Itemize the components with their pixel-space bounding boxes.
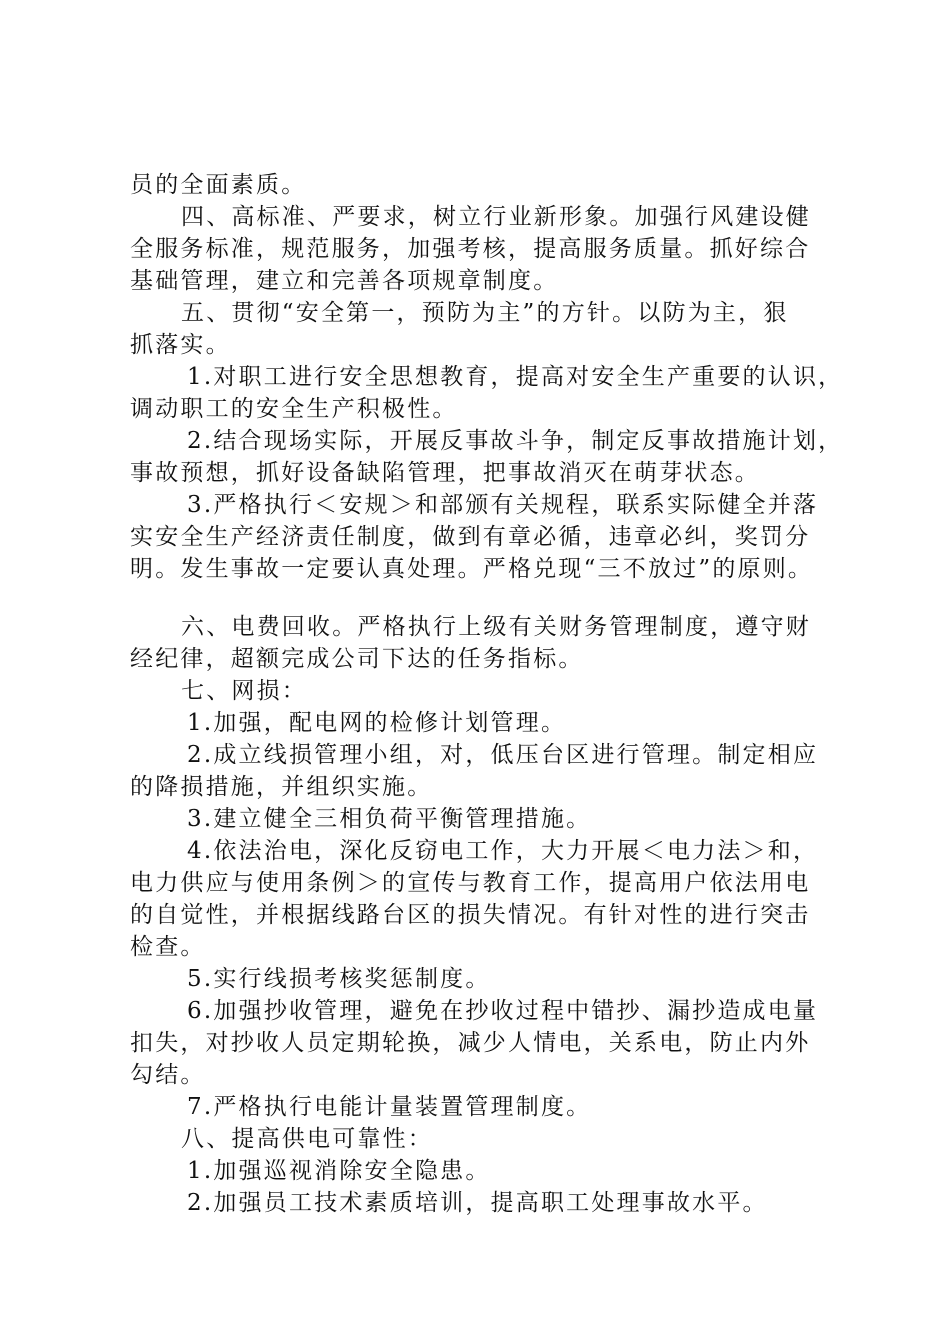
text-line: 基础管理，建立和完善各项规章制度。 (130, 268, 559, 294)
text-line: 扣失，对抄收人员定期轮换，减少人情电，关系电，防止内外 (130, 1030, 811, 1056)
text-line: 全服务标准，规范服务，加强考核，提高服务质量。抓好综合 (130, 236, 811, 262)
text-line: 调动职工的安全生产积极性。 (130, 396, 458, 422)
text-line: 的自觉性，并根据线路台区的损失情况。有针对性的进行突击 (130, 902, 811, 928)
text-line: 员的全面素质。 (130, 172, 307, 198)
paragraph-gap (130, 585, 850, 611)
text-line: 1.对职工进行安全思想教育，提高对安全生产重要的认识， (187, 364, 844, 390)
text-line: 4.依法治电，深化反窃电工作，大力开展＜电力法＞和， (187, 838, 819, 864)
text-line: 六、电费回收。严格执行上级有关财务管理制度，遵守财 (181, 614, 811, 640)
text-line: 抓落实。 (130, 332, 231, 358)
text-line: 事故预想，抓好设备缺陷管理，把事故消灭在萌芽状态。 (130, 460, 760, 486)
text-line: 1.加强巡视消除安全隐患。 (187, 1158, 491, 1184)
text-line: 明。发生事故一定要认真处理。严格兑现“三不放过”的原则。 (130, 556, 814, 582)
text-line: 2.结合现场实际，开展反事故斗争，制定反事故措施计划， (187, 428, 844, 454)
text-line: 7.严格执行电能计量装置管理制度。 (187, 1094, 592, 1120)
text-line: 1.加强，配电网的检修计划管理。 (187, 710, 567, 736)
text-line: 四、高标准、严要求，树立行业新形象。加强行风建设健 (181, 204, 811, 230)
text-line: 5.实行线损考核奖惩制度。 (187, 966, 491, 992)
text-line: 检查。 (130, 934, 206, 960)
text-line: 七、网损： (181, 678, 307, 704)
text-line: 电力供应与使用条例＞的宣传与教育工作，提高用户依法用电 (130, 870, 811, 896)
text-line: 2.成立线损管理小组，对，低压台区进行管理。制定相应 (187, 742, 819, 768)
text-line: 3.严格执行＜安规＞和部颁有关规程，联系实际健全并落 (187, 492, 819, 518)
text-line: 五、贯彻“安全第一，预防为主”的方针。以防为主，狠 (181, 300, 789, 326)
text-line: 勾结。 (130, 1062, 206, 1088)
text-line: 经纪律，超额完成公司下达的任务指标。 (130, 646, 584, 672)
text-line: 6.加强抄收管理，避免在抄收过程中错抄、漏抄造成电量 (187, 998, 819, 1024)
text-line: 八、提高供电可靠性： (181, 1126, 433, 1152)
document-body (130, 169, 850, 1219)
text-line: 2.加强员工技术素质培训，提高职工处理事故水平。 (187, 1190, 768, 1216)
text-line: 的降损措施，并组织实施。 (130, 774, 433, 800)
text-line: 实安全生产经济责任制度，做到有章必循，违章必纠，奖罚分 (130, 524, 811, 550)
text-line: 3.建立健全三相负荷平衡管理措施。 (187, 806, 592, 832)
